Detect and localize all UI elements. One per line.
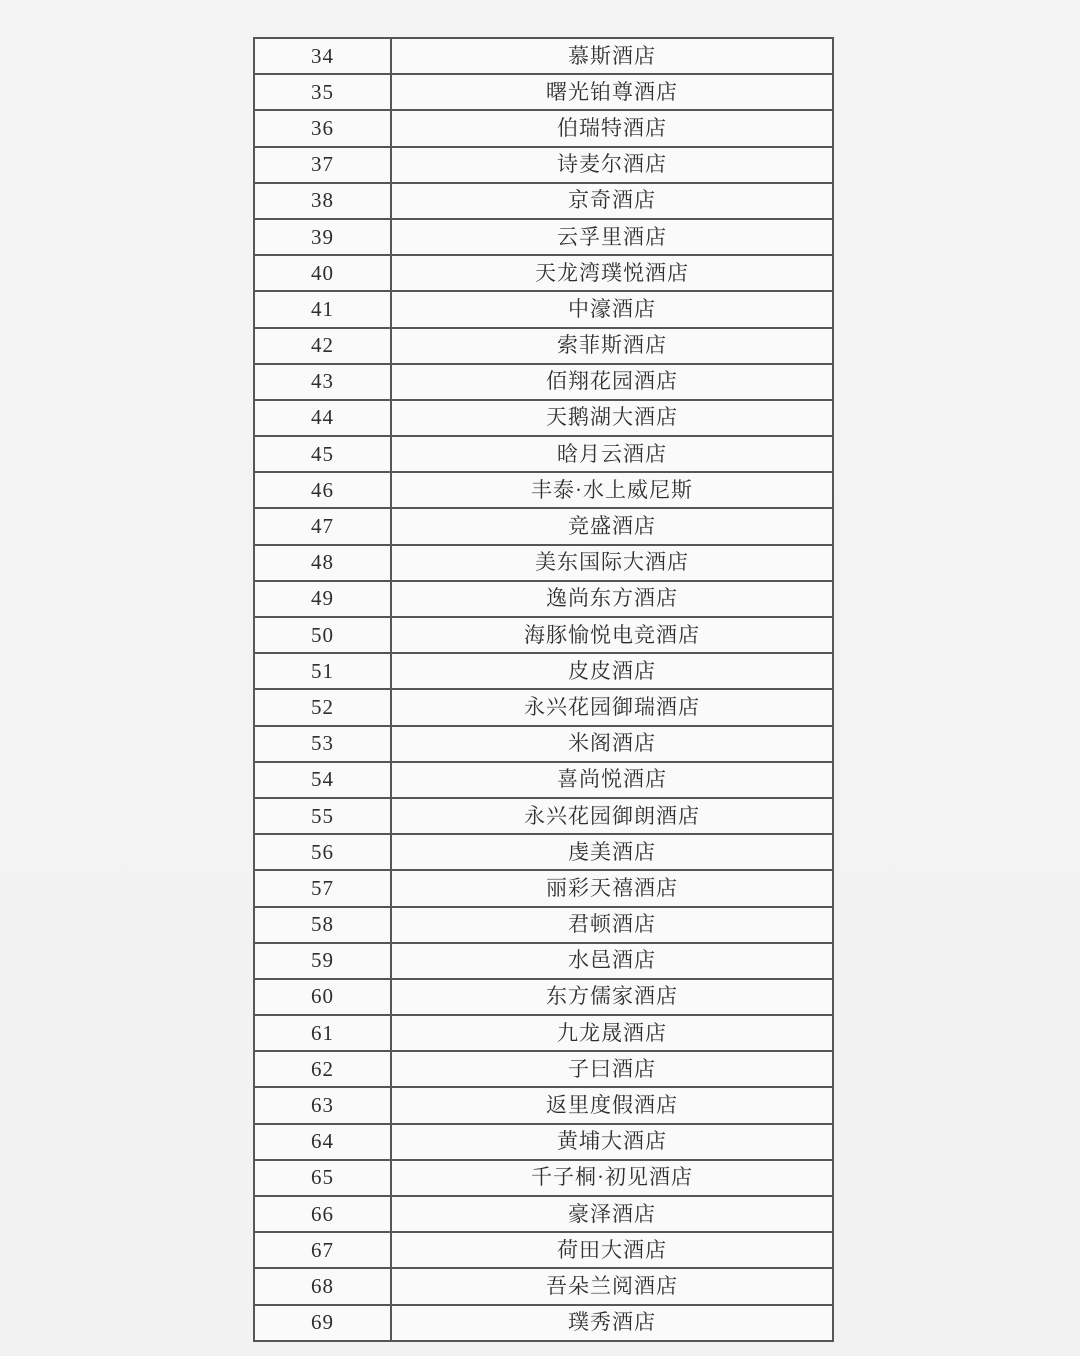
hotel-name-cell: 京奇酒店: [391, 183, 833, 219]
row-number-cell: 46: [254, 472, 391, 508]
hotel-name-cell: 水邑酒店: [391, 943, 833, 979]
hotel-name-cell: 豪泽酒店: [391, 1196, 833, 1232]
table-row: [254, 147, 833, 183]
table-row: [254, 436, 833, 472]
row-number-cell: 40: [254, 255, 391, 291]
table-row: [254, 726, 833, 762]
table-row: [254, 1015, 833, 1051]
hotel-name-cell: 诗麦尔酒店: [391, 147, 833, 183]
row-number-cell: 42: [254, 328, 391, 364]
hotel-name-cell: 伯瑞特酒店: [391, 110, 833, 146]
table-row: [254, 581, 833, 617]
row-number-cell: 57: [254, 870, 391, 906]
table-row: [254, 545, 833, 581]
table-row: [254, 1196, 833, 1232]
row-number-cell: 49: [254, 581, 391, 617]
hotel-name-cell: 海豚愉悦电竞酒店: [391, 617, 833, 653]
table-row: [254, 400, 833, 436]
table-row: [254, 1305, 833, 1341]
row-number-cell: 53: [254, 726, 391, 762]
table-row: [254, 907, 833, 943]
row-number-cell: 36: [254, 110, 391, 146]
table-row: [254, 183, 833, 219]
table-row: [254, 1160, 833, 1196]
hotel-name-cell: 云孚里酒店: [391, 219, 833, 255]
hotel-list-table: [253, 37, 834, 1342]
hotel-name-cell: 慕斯酒店: [391, 38, 833, 74]
row-number-cell: 56: [254, 834, 391, 870]
row-number-cell: 45: [254, 436, 391, 472]
row-number-cell: 60: [254, 979, 391, 1015]
hotel-name-cell: 佰翔花园酒店: [391, 364, 833, 400]
row-number-cell: 37: [254, 147, 391, 183]
hotel-name-cell: 逸尚东方酒店: [391, 581, 833, 617]
table-row: [254, 653, 833, 689]
table-row: [254, 689, 833, 725]
table-row: [254, 1268, 833, 1304]
hotel-name-cell: 君顿酒店: [391, 907, 833, 943]
row-number-cell: 63: [254, 1087, 391, 1123]
row-number-cell: 47: [254, 508, 391, 544]
row-number-cell: 43: [254, 364, 391, 400]
table-row: [254, 617, 833, 653]
table-row: [254, 472, 833, 508]
hotel-name-cell: 索菲斯酒店: [391, 328, 833, 364]
hotel-name-cell: 吾朵兰阅酒店: [391, 1268, 833, 1304]
table-row: [254, 291, 833, 327]
hotel-list-table-container: [253, 37, 834, 1342]
row-number-cell: 50: [254, 617, 391, 653]
table-row: [254, 798, 833, 834]
table-row: [254, 1051, 833, 1087]
hotel-name-cell: 中濠酒店: [391, 291, 833, 327]
hotel-name-cell: 虔美酒店: [391, 834, 833, 870]
hotel-name-cell: 千子桐·初见酒店: [391, 1160, 833, 1196]
hotel-name-cell: 返里度假酒店: [391, 1087, 833, 1123]
table-row: [254, 38, 833, 74]
hotel-name-cell: 喜尚悦酒店: [391, 762, 833, 798]
row-number-cell: 41: [254, 291, 391, 327]
table-row: [254, 328, 833, 364]
table-row: [254, 943, 833, 979]
row-number-cell: 68: [254, 1268, 391, 1304]
hotel-name-cell: 竞盛酒店: [391, 508, 833, 544]
row-number-cell: 39: [254, 219, 391, 255]
hotel-name-cell: 丽彩天禧酒店: [391, 870, 833, 906]
row-number-cell: 59: [254, 943, 391, 979]
hotel-name-cell: 永兴花园御瑞酒店: [391, 689, 833, 725]
row-number-cell: 54: [254, 762, 391, 798]
hotel-name-cell: 丰泰·水上威尼斯: [391, 472, 833, 508]
table-row: [254, 979, 833, 1015]
row-number-cell: 51: [254, 653, 391, 689]
row-number-cell: 66: [254, 1196, 391, 1232]
row-number-cell: 52: [254, 689, 391, 725]
table-row: [254, 508, 833, 544]
row-number-cell: 55: [254, 798, 391, 834]
hotel-table-body: [254, 38, 833, 1341]
hotel-name-cell: 东方儒家酒店: [391, 979, 833, 1015]
row-number-cell: 48: [254, 545, 391, 581]
hotel-name-cell: 永兴花园御朗酒店: [391, 798, 833, 834]
table-row: [254, 1124, 833, 1160]
table-row: [254, 74, 833, 110]
table-row: [254, 1087, 833, 1123]
row-number-cell: 34: [254, 38, 391, 74]
hotel-name-cell: 曙光铂尊酒店: [391, 74, 833, 110]
hotel-name-cell: 子曰酒店: [391, 1051, 833, 1087]
row-number-cell: 61: [254, 1015, 391, 1051]
table-row: [254, 110, 833, 146]
table-row: [254, 255, 833, 291]
row-number-cell: 62: [254, 1051, 391, 1087]
hotel-name-cell: 璞秀酒店: [391, 1305, 833, 1341]
hotel-name-cell: 黄埔大酒店: [391, 1124, 833, 1160]
row-number-cell: 44: [254, 400, 391, 436]
table-row: [254, 219, 833, 255]
table-row: [254, 1232, 833, 1268]
hotel-name-cell: 九龙晟酒店: [391, 1015, 833, 1051]
row-number-cell: 38: [254, 183, 391, 219]
row-number-cell: 67: [254, 1232, 391, 1268]
hotel-name-cell: 荷田大酒店: [391, 1232, 833, 1268]
row-number-cell: 35: [254, 74, 391, 110]
hotel-name-cell: 天龙湾璞悦酒店: [391, 255, 833, 291]
table-row: [254, 364, 833, 400]
hotel-name-cell: 晗月云酒店: [391, 436, 833, 472]
hotel-name-cell: 皮皮酒店: [391, 653, 833, 689]
hotel-name-cell: 天鹅湖大酒店: [391, 400, 833, 436]
row-number-cell: 69: [254, 1305, 391, 1341]
row-number-cell: 58: [254, 907, 391, 943]
table-row: [254, 870, 833, 906]
hotel-name-cell: 美东国际大酒店: [391, 545, 833, 581]
hotel-name-cell: 米阁酒店: [391, 726, 833, 762]
row-number-cell: 64: [254, 1124, 391, 1160]
table-row: [254, 762, 833, 798]
table-row: [254, 834, 833, 870]
row-number-cell: 65: [254, 1160, 391, 1196]
